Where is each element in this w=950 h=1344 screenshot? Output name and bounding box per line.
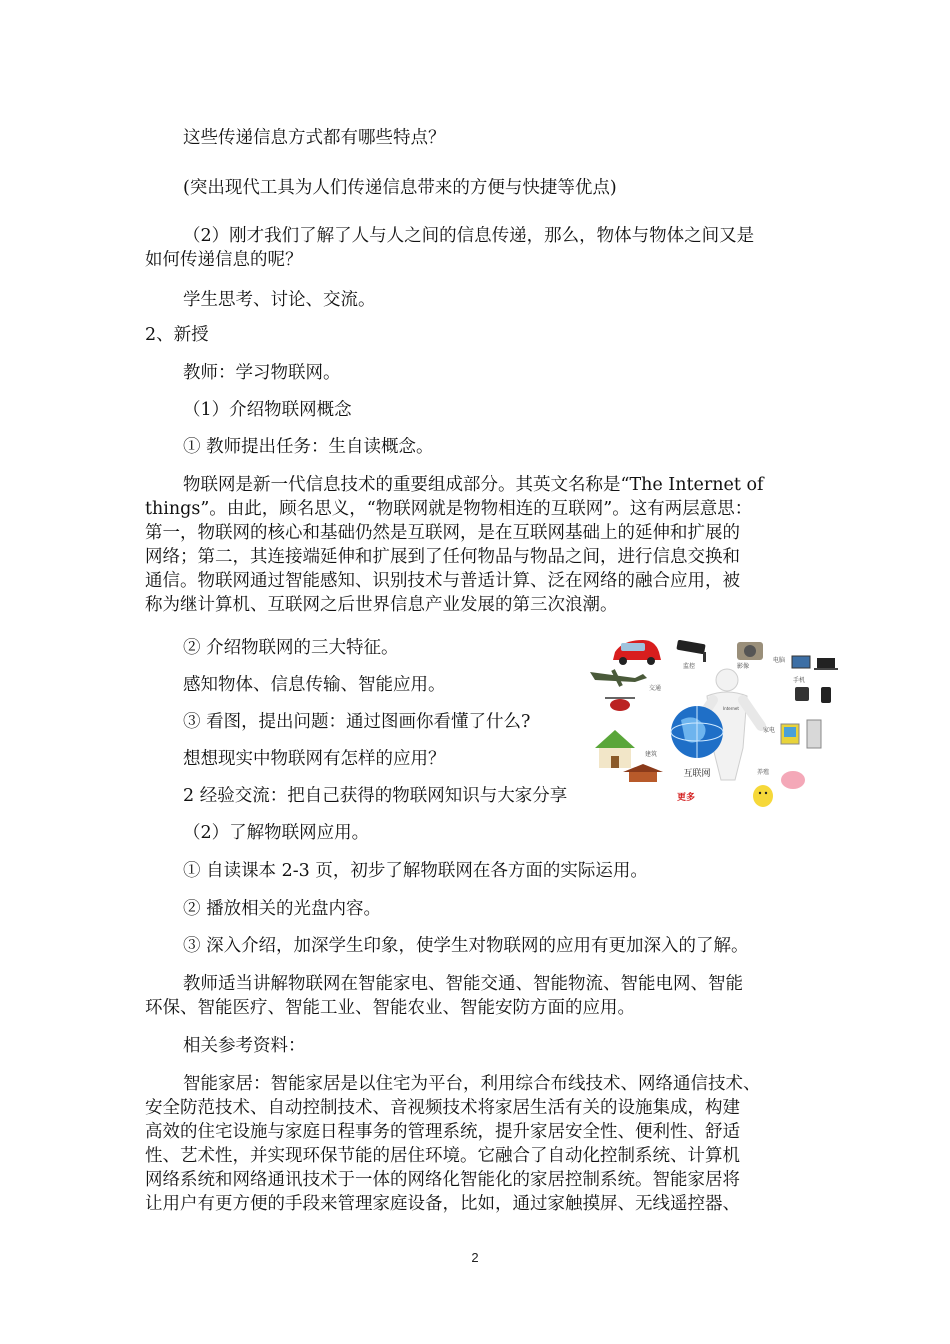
farming-icon xyxy=(753,768,805,807)
text-line: 如何传递信息的呢？ xyxy=(145,250,303,270)
paragraph-line: 物联网是新一代信息技术的重要组成部分。其英文名称是“The Internet of xyxy=(183,475,764,495)
text-line: 学生思考、讨论、交流。 xyxy=(183,290,376,310)
text-line: ③ 看图，提出问题：通过图画你看懂了什么? xyxy=(183,712,531,732)
paragraph-line: 性、艺术性，并实现环保节能的居住环境。它融合了自动化控制系统、计算机 xyxy=(145,1146,740,1166)
text-line: （2）了解物联网应用。 xyxy=(183,823,370,843)
text-line: 相关参考资料： xyxy=(183,1036,306,1056)
text-line: 感知物体、信息传输、智能应用。 xyxy=(183,675,446,695)
internet-label: 互联网 xyxy=(683,769,711,779)
paragraph-line: 环保、智能医疗、智能工业、智能农业、智能安防方面的应用。 xyxy=(145,998,635,1018)
text-line: (突出现代工具为人们传递信息带来的方便与快捷等优点) xyxy=(183,178,617,198)
figure-label-appliance: 家电 xyxy=(763,727,776,734)
car-icon xyxy=(613,640,661,665)
text-line: 教师：学习物联网。 xyxy=(183,363,341,383)
figure-label-monitor: 监控 xyxy=(683,663,696,670)
more-label: 更多 xyxy=(677,793,696,803)
paragraph-smart-home xyxy=(145,1072,810,1216)
airplane-icon xyxy=(590,670,661,692)
iot-illustration xyxy=(585,630,845,815)
globe-icon xyxy=(671,706,723,758)
paragraph-line: 第一，物联网的核心和基础仍然是互联网，是在互联网基础上的延伸和扩展的 xyxy=(145,523,740,543)
text-line: ① 教师提出任务：生自读概念。 xyxy=(183,437,434,457)
appliance-icon xyxy=(763,720,821,748)
paragraph-line: 网络系统和网络通讯技术于一体的网络化智能化的家居控制系统。智能家居将 xyxy=(145,1170,740,1190)
paragraph-line: 教师适当讲解物联网在智能家电、智能交通、智能物流、智能电网、智能 xyxy=(183,974,743,994)
paragraph-line: 智能家居：智能家居是以住宅为平台，利用综合布线技术、网络通信技术、 xyxy=(183,1074,761,1094)
paragraph-iot-definition xyxy=(145,473,810,617)
phone-icon xyxy=(793,676,831,703)
house-icon xyxy=(595,730,657,768)
paragraph-line: 通信。物联网通过智能感知、识别技术与普适计算、泛在网络的融合应用，被 xyxy=(145,571,740,591)
paragraph-line: 让用户有更方便的手段来管理家庭设备，比如，通过家触摸屏、无线遥控器、 xyxy=(145,1194,740,1214)
text-line: （2）刚才我们了解了人与人之间的信息传递，那么，物体与物体之间又是 xyxy=(183,226,755,246)
paragraph-line: things”。由此，顾名思义，“物联网就是物物相连的互联网”。这有两层意思： xyxy=(145,499,753,519)
page-number: 2 xyxy=(471,1250,479,1265)
figure-label-farming: 养殖 xyxy=(757,769,770,776)
camera-icon xyxy=(737,642,763,670)
paragraph-line: 高效的住宅设施与家庭日程事务的管理系统，提升家居安全性、便利性、舒适 xyxy=(145,1122,740,1142)
figure-label-building: 建筑 xyxy=(645,751,658,758)
paragraph-line: 网络；第二，其连接端延伸和扩展到了任何物品与物品之间，进行信息交换和 xyxy=(145,547,740,567)
text-line: 想想现实中物联网有怎样的应用？ xyxy=(183,749,446,769)
paragraph-line: 称为继计算机、互联网之后世界信息产业发展的第三次浪潮。 xyxy=(145,595,618,615)
computer-icon xyxy=(773,656,838,670)
text-line: ② 介绍物联网的三大特征。 xyxy=(183,638,399,658)
text-line: 这些传递信息方式都有哪些特点？ xyxy=(183,128,446,148)
surveillance-camera-icon xyxy=(676,640,706,670)
paragraph-applications xyxy=(145,972,810,1020)
paragraph-line: 安全防范技术、自动控制技术、音视频技术将家居生活有关的设施集成，构建 xyxy=(145,1098,740,1118)
text-line: 2 经验交流：把自己获得的物联网知识与大家分享 xyxy=(183,786,568,806)
figure-label-traffic: 交通 xyxy=(649,685,662,692)
text-line: ② 播放相关的光盘内容。 xyxy=(183,899,382,919)
text-line: （1）介绍物联网概念 xyxy=(183,400,352,420)
text-line: ① 自读课本 2-3 页，初步了解物联网在各方面的实际运用。 xyxy=(183,861,648,881)
person-text: Internet xyxy=(723,706,739,711)
figure-label-phone: 手机 xyxy=(793,677,806,684)
helicopter-icon xyxy=(605,698,635,711)
text-line: ③ 深入介绍，加深学生印象，使学生对物联网的应用有更加深入的了解。 xyxy=(183,936,749,956)
section-heading: 2、新授 xyxy=(145,325,209,345)
figure-label-video: 影像 xyxy=(737,663,750,670)
figure-label-computer: 电脑 xyxy=(773,657,786,664)
